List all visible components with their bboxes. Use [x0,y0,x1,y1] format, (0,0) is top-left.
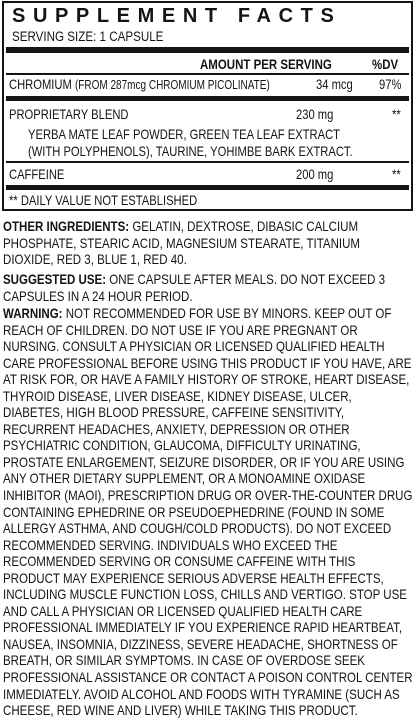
thick-divider-2 [6,96,409,101]
chromium-detail: (FROM 287mcg CHROMIUM PICOLINATE) [74,78,270,92]
row-divider [6,161,409,163]
thick-divider [6,47,409,53]
suggested-use-label: SUGGESTED USE: [3,271,107,287]
other-ingredients-text: GELATIN, DEXTROSE, DIBASIC CALCIUM PHOSPHATE, STEARIC ACID, MAGNESIUM STEARATE, TITANIUM DIOXIDE, RED 3, BLUE 1, RED 40. [3,218,361,268]
blend-amount: 230 mg [296,106,334,122]
warning-text: NOT RECOMMENDED FOR USE BY MINORS. KEEP OUT OF REACH OF CHILDREN. DO NOT USE IF YOU ARE PREGNANT OR NURSING. CONSULT A PHYSICIAN OR LICENSED QUALIFIED HEALTH CARE PROFESSIONAL BEFORE USING THIS PRODUCT IF YOU HAVE, ARE AT RISK FOR, OR HAVE A FAMILY HISTORY OF STROKE, HEART DISEASE, THYROID DISEASE, LIVER DISEASE, KIDNEY DISEASE, ULCER, DIABETES, HIGH BLOOD PRESSURE, CAFFEINE SENSITIVITY, RECURRENT HEADACHES, ANXIETY, DEPRESSION OR OTHER PSYCHIATRIC CONDITION, GLAUCOMA, DIFFICULTY URINATING, PROSTATE ENLARGEMENT, SEIZURE DISORDER, OR IF YOU ARE USING ANY OTHER DIETARY SUPPLEMENT, OR A MONOAMINE OXIDASE INHIBITOR (MAOI), PRESCRIPTION DRUG OR OVER-THE-COUNTER DRUG CONTAINING EPHEDRINE OR PSEUDOEPHEDRINE (FOUND IN SOME ALLERGY ASTHMA, AND COUGH/COLD PRODUCTS). DO NOT EXCEED RECOMMENDED SERVING. INDIVIDUALS WHO EXCEED THE RECOMMENDED SERVING OR CONSUME CAFFEINE WITH THIS PRODUCT MAY EXPERIENCE SERIOUS ADVERSE HEALTH EFFECTS, INCLUDING MUSCLE FUNCTION LOSS, CHILLS AND VERTIGO. STOP USE AND CALL A PHYSICIAN OR LICENSED QUALIFIED HEALTH CARE PROFESSIONAL IMMEDIATELY IF YOU EXPERIENCE RAPID HEARTBEAT, NAUSEA, INSOMNIA, DIZZINESS, SEVERE HEADACHE, SHORTNESS OF BREATH, OR SIMILAR SYMPTOMS. IN CASE OF OVERDOSE SEEK PROFESSIONAL ASSISTANCE OR CONTACT A POISON CONTROL CENTER IMMEDIATELY. AVOID ALCOHOL AND FOODS WITH TYRAMINE (SUCH AS CHEESE, RED WINE AND LIVER) WHILE TAKING THIS PRODUCT. [3,305,413,719]
caffeine-name: CAFFEINE [9,166,65,182]
warning-label: WARNING: [3,305,63,321]
caffeine-amount: 200 mg [296,166,334,182]
other-ingredients-label: OTHER INGREDIENTS: [3,218,130,234]
suggested-use-text: ONE CAPSULE AFTER MEALS. DO NOT EXCEED 3 CAPSULES IN A 24 HOUR PERIOD. [3,271,386,304]
facts-title: SUPPLEMENT FACTS [12,5,342,27]
supplement-facts-panel [2,1,413,211]
blend-ingredients-line2: (WITH POLYPHENOLS), TAURINE, YOHIMBE BARK EXTRACT. [28,143,353,159]
chromium-dv: 97% [379,76,402,92]
blend-ingredients-line1: YERBA MATE LEAF POWDER, GREEN TEA LEAF EXTRACT [28,126,341,142]
dv-header: %DV [372,56,399,72]
chromium-name: CHROMIUM [9,76,72,92]
dv-footnote: ** DAILY VALUE NOT ESTABLISHED [9,192,198,208]
chromium-row [9,76,270,94]
blend-dv: ** [392,106,401,122]
thick-divider-3 [6,185,409,190]
serving-size: SERVING SIZE: 1 CAPSULE [12,29,164,44]
chromium-amount: 34 mcg [316,76,353,92]
caffeine-dv: ** [392,166,401,182]
header-divider [6,73,409,75]
suggested-use [3,271,413,304]
blend-name: PROPRIETARY BLEND [9,106,129,122]
other-ingredients [3,218,413,268]
warning [3,305,413,719]
amount-per-serving-header: AMOUNT PER SERVING [200,56,332,72]
